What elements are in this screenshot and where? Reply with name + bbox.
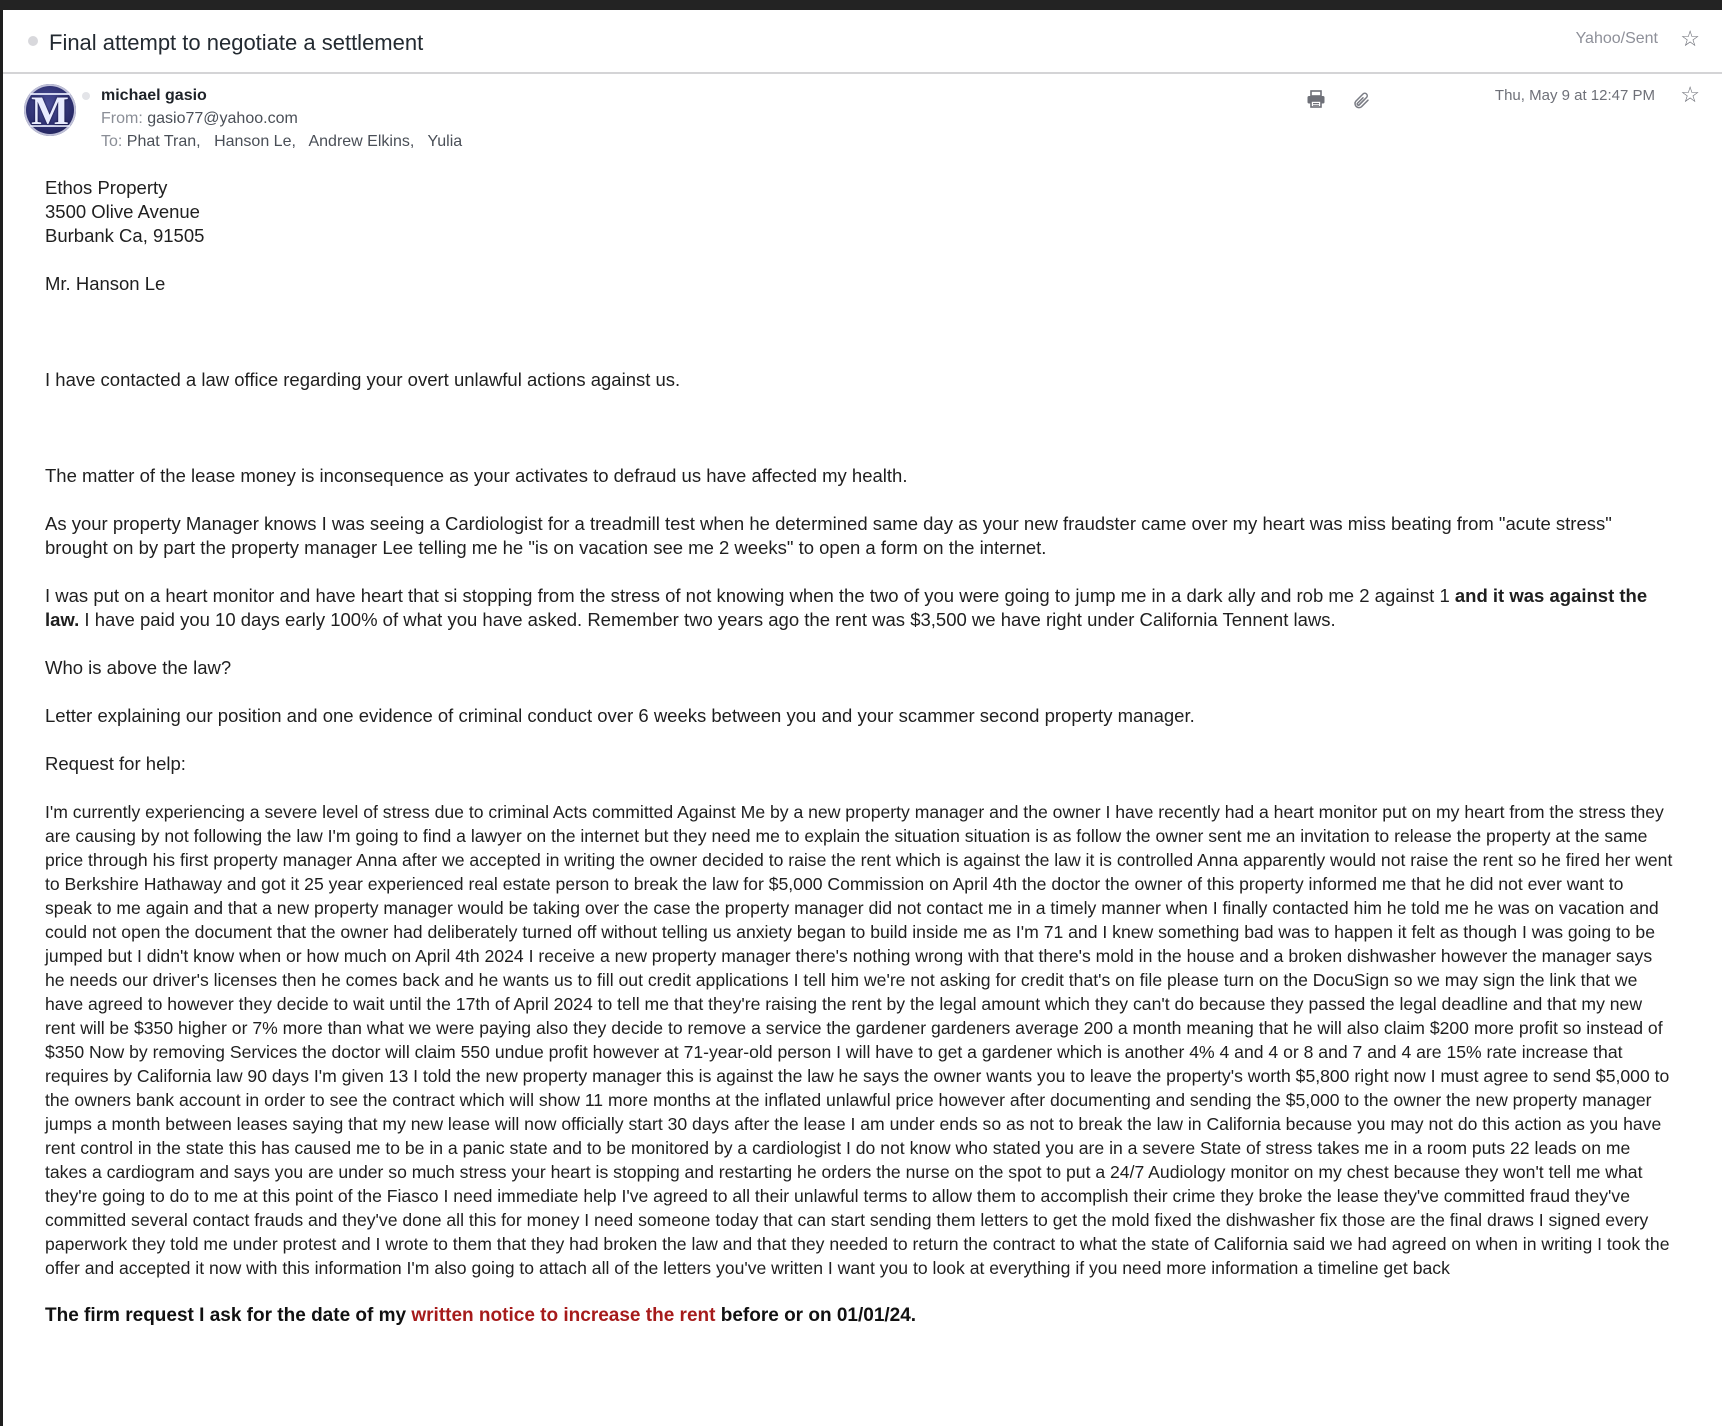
message-header [3,74,1722,166]
paragraph: Who is above the law? [45,657,232,678]
to-label: To: [101,133,123,150]
from-label: From: [101,110,143,127]
paragraph-text: I was put on a heart monitor and have heart that si stopping from the stress of not knowing when the two of you were going to jump me in a dark ally and rob me 2 against 1 [45,585,1455,606]
paragraph [45,584,1675,632]
from-email[interactable]: gasio77@yahoo.com [147,110,298,127]
paragraph-text: I have paid you 10 days early 100% of what you have asked. Remember two years ago the rent was $3,500 we have right under California Tennent laws. [79,609,1336,630]
presence-dot-icon [82,92,90,100]
address-line: Ethos Property [45,177,168,198]
paperclip-icon[interactable] [1352,90,1372,110]
paragraph: The matter of the lease money is inconsequence as your activates to defraud us have affected my health. [45,465,908,486]
star-icon[interactable]: ☆ [1680,82,1700,107]
message-date: Thu, May 9 at 12:47 PM [1494,87,1655,104]
paragraph: Letter explaining our position and one evidence of criminal conduct over 6 weeks between you and your scammer second property manager. [45,705,1195,726]
recipient[interactable]: Hanson Le, [214,133,296,150]
window-left-edge [0,10,3,1426]
avatar[interactable] [24,84,76,136]
final-request-text: before or on 01/01/24. [715,1305,917,1326]
paragraph: As your property Manager knows I was seeing a Cardiologist for a treadmill test when he determined same day as your new fraudster came over my heart was miss beating from "acute stress" brought on by part the property manager Lee telling me he "is on vacation see me 2 weeks" to open a form on the internet. [45,513,1612,558]
paragraph-bold-text: and it was against the law. [45,585,1648,630]
star-icon[interactable]: ☆ [1680,26,1700,51]
address-line: 3500 Olive Avenue [45,201,200,222]
paragraph: Request for help: [45,753,186,774]
message-body [45,176,1675,1328]
paragraph: I have contacted a law office regarding your overt unlawful actions against us. [45,369,681,390]
recipient[interactable]: Andrew Elkins, [308,133,415,150]
email-subject: Final attempt to negotiate a settlement [49,30,424,55]
final-request [45,1304,1675,1328]
avatar-letter: M [31,88,69,133]
recipient[interactable]: Phat Tran, [126,133,201,150]
print-icon[interactable] [1306,89,1326,109]
paragraph: I'm currently experiencing a severe level of stress due to criminal Acts committed Against Me by a new property manager and the owner I have recently had a heart monitor put on my heart from the stress they are causing by not following the law I'm going to find a lawyer on the internet but they need me to explain the situation situation is as follow the owner sent me an invitation to release the property at the same price through his first property manager Anna after we accepted in writing the owner decided to raise the rent which is against the law it is controlled Anna apparently would not raise the rent so he fired her went to Berkshire Hathaway and got it 25 year experienced real estate person to break the law for $5,000 Commission on April 4th the doctor the owner of this property informed me that he did not ever want to speak to me again and that a new property manager would be taking over the case the property manager did not contact me in a timely manner when I finally contacted him he told me he was on vacation and could not open the document that the owner had deliberately turned off without telling us anxiety began to build inside me as I'm 71 and I knew something bad was to happen it felt as though I was going to be jumped but I didn't know when or how much on April 4th 2024 I receive a new property manager there's nothing wrong with that there's mold in the house and a broken dishwasher however the manager says he needs our driver's licenses then he comes back and he wants us to fill out credit applications I tell him we're not asking for credit that's on file please turn on the DocuSign so we may sign the link that we have agreed to however they decide to wait until the 17th of April 2024 to tell me that they're raising the rent by the legal amount which they can't do because they passed the legal deadline and that my new rent will be $350 higher or 7% more than what we were paying also they decide to remove a service the gardener gardeners average 200 a month meaning that he will also claim $200 more profit so instead of $350 Now by removing Services the doctor will claim 550 undue profit however at 71-year-old person I will have to get a gardener which is another 4% 4 and 4 or 8 and 7 and 4 are 15% rate increase that requires by California law 90 days I'm given 13 I told the new property manager this is against the law he says the owner wants you to leave the property's worth $5,800 right now I must agree to send $5,000 to the owners bank account in order to see the contract which will show 11 more months at the inflated unlawful price however after documenting and sending the $5,000 to the owner the new property manager jumps a month between leases saying that my new lease will now officially start 30 days after the lease I am under ends so as not to break the law in California because you may not do this action as you have rent control in the state this has caused me to be in a panic state and to be monitored by a cardiologist I do not know who stated you are in a severe State of stress takes me in a room puts 22 leads on me takes a cardiogram and says you are under so much stress your heart is stopping and restarting he orders the nurse on the spot to put a 24/7 Audiology monitor on my chest because they won't tell me what they're going to do to me at this point of the Fiasco I need immediate help I've agreed to all their unlawful terms to allow them to accomplish their crime they broke the lease they've committed fraud they've committed several contact frauds and they've done all this for money I need someone today that can start sending them letters to get the mold fixed the dishwasher fix those are the final draws I signed every paperwork they told me under protest and I wrote to them that they had broken the law and that they needed to return the contract to what the state of California said we had agreed on when in writing I took the offer and accepted it now with this information I'm also going to attach all of the letters you've written I want you to look at everything if you need more information a timeline get back [45,802,1673,1278]
subject-bar [3,10,1722,74]
sender-name[interactable]: michael gasio [101,87,207,104]
unread-dot-icon [28,36,38,46]
from-line [101,110,298,128]
to-line [101,133,471,151]
folder-label[interactable]: Yahoo/Sent [1575,30,1658,47]
final-request-text: The firm request I ask for the date of my [45,1305,412,1326]
salutation: Mr. Hanson Le [45,273,166,294]
recipient[interactable]: Yulia [427,133,463,150]
window-top-bar [0,0,1722,10]
address-line: Burbank Ca, 91505 [45,225,205,246]
final-request-highlight: written notice to increase the rent [411,1305,716,1326]
